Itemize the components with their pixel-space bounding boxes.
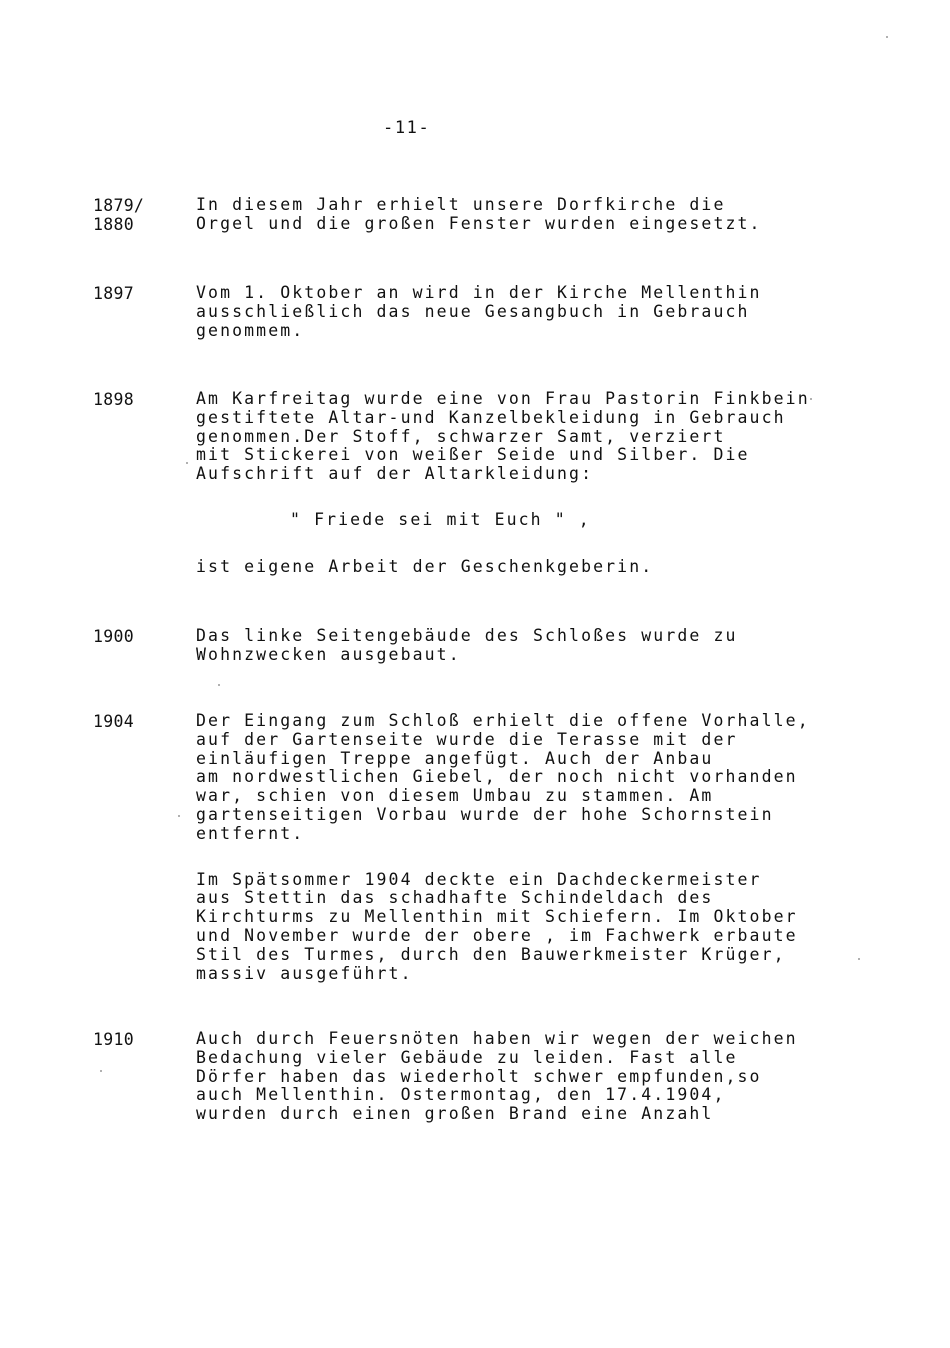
- entry-text: [196, 1030, 916, 1124]
- text-line: war, schien von diesem Umbau zu stammen. Am: [196, 786, 714, 806]
- text-line: am nordwestlichen Giebel, der noch nicht vorhanden: [196, 767, 798, 787]
- text-line: Im Spätsommer 1904 deckte ein Dachdeckermeister: [196, 869, 762, 889]
- entry-year: 1910: [93, 1030, 134, 1049]
- entry-text: [196, 627, 916, 665]
- scan-speck: [886, 36, 888, 38]
- text-line: ist eigene Arbeit der Geschenkgeberin.: [196, 556, 654, 576]
- text-line: massiv ausgeführt.: [196, 963, 413, 983]
- text-line: gartenseitigen Vorbau wurde der hohe Schornstein: [196, 804, 774, 824]
- scan-speck: [218, 684, 220, 686]
- scan-speck: [100, 1070, 102, 1072]
- text-line: genommen.Der Stoff, schwarzer Samt, verziert: [196, 426, 726, 446]
- text-line: genommem.: [196, 320, 305, 340]
- entry-text: [196, 390, 916, 577]
- text-line: Vom 1. Oktober an wird in der Kirche Mellenthin: [196, 283, 762, 302]
- text-line: Stil des Turmes, durch den Bauwerkmeister Krüger,: [196, 944, 786, 964]
- entry-year: 1879/ 1880: [93, 196, 145, 234]
- text-line: Orgel und die großen Fenster wurden eingesetzt.: [196, 213, 762, 233]
- scan-speck: [186, 462, 188, 464]
- text-line: auch Mellenthin. Ostermontag, den 17.4.1904,: [196, 1085, 726, 1105]
- entry-text: [196, 284, 916, 340]
- text-line: Kirchturms zu Mellenthin mit Schiefern. Im Oktober: [196, 907, 798, 927]
- text-line: Dörfer haben das wiederholt schwer empfunden,so: [196, 1066, 762, 1086]
- entry-text: [196, 712, 916, 983]
- text-line: Bedachung vieler Gebäude zu leiden. Fast alle: [196, 1047, 738, 1067]
- entry-year: 1900: [93, 627, 134, 646]
- text-line: und November wurde der obere , im Fachwerk erbaute: [196, 925, 798, 945]
- scan-speck: [810, 398, 812, 400]
- text-line: Das linke Seitengebäude des Schloßes wurde zu: [196, 626, 738, 645]
- text-line: einläufigen Treppe angefügt. Auch der Anbau: [196, 748, 714, 768]
- text-line: gestiftete Altar-und Kanzelbekleidung in Gebrauch: [196, 407, 786, 427]
- text-line: auf der Gartenseite wurde die Terasse mit der: [196, 729, 738, 749]
- text-line: mit Stickerei von weißer Seide und Silber. Die: [196, 445, 750, 465]
- text-line: Am Karfreitag wurde eine von Frau Pastorin Finkbein: [196, 389, 810, 408]
- entry-year: 1904: [93, 712, 134, 731]
- scan-speck: [178, 815, 180, 817]
- text-line: Wohnzwecken ausgebaut.: [196, 644, 461, 664]
- text-line: wurden durch einen großen Brand eine Anzahl: [196, 1104, 714, 1124]
- text-line: Auch durch Feuersnöten haben wir wegen der weichen: [196, 1029, 798, 1048]
- page-number: -11-: [383, 118, 431, 138]
- inscription-quote: " Friede sei mit Euch " ,: [290, 509, 591, 529]
- entry-year: 1897: [93, 284, 134, 303]
- text-line: aus Stettin das schadhafte Schindeldach des: [196, 888, 714, 908]
- text-line: Der Eingang zum Schloß erhielt die offene Vorhalle,: [196, 711, 810, 730]
- text-line: ausschließlich das neue Gesangbuch in Gebrauch: [196, 301, 750, 321]
- text-line: entfernt.: [196, 823, 305, 843]
- text-line: In diesem Jahr erhielt unsere Dorfkirche die: [196, 195, 726, 214]
- entry-year: 1898: [93, 390, 134, 409]
- text-line: Aufschrift auf der Altarkleidung:: [196, 464, 594, 484]
- entry-text: [196, 196, 916, 234]
- scan-speck: [858, 958, 860, 960]
